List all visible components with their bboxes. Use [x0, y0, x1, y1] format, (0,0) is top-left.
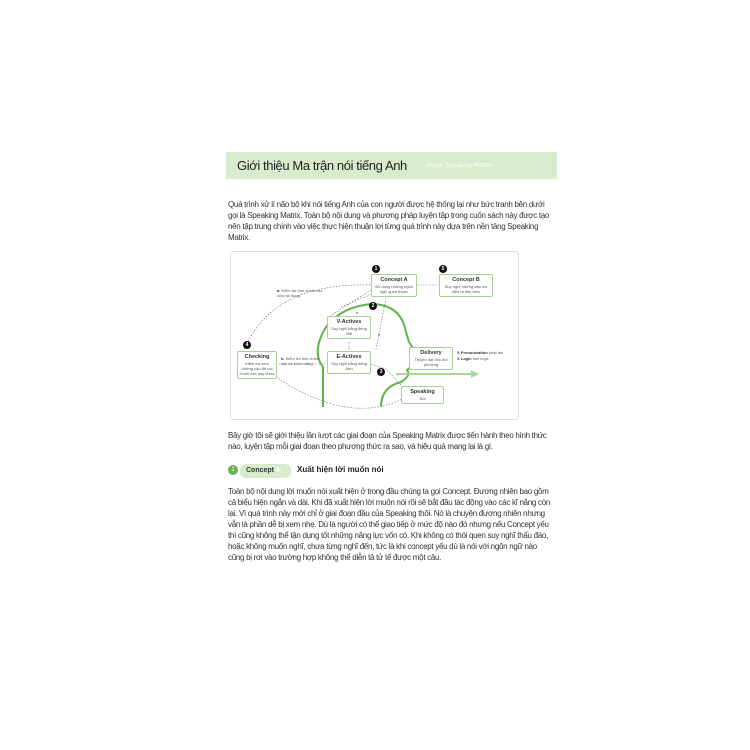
speaking-box — [401, 386, 444, 404]
checking-title: Checking — [244, 354, 270, 360]
pronunciation-vi: phát âm — [488, 350, 504, 355]
concept-a-title: Concept A — [380, 277, 408, 283]
logic-vi: tính logic — [472, 356, 489, 361]
checking-desc: Kiểm tra xem những câu đã nói chính xác hay chưa — [239, 361, 275, 376]
label-b-text: Kiểm tra tính chính xác về chức năng — [281, 356, 320, 366]
e-actives-desc: Suy nghĩ bằng tiếng Anh — [331, 361, 367, 371]
step-4-badge: 4 — [243, 341, 251, 349]
speaking-desc: Nói — [419, 396, 426, 401]
section-heading — [228, 464, 557, 478]
delivery-title: Delivery — [420, 350, 442, 356]
v-actives-desc: Suy nghĩ bằng tiếng Việt — [331, 326, 367, 336]
v-actives-box — [327, 316, 371, 339]
step-3-badge: 3 — [377, 368, 385, 376]
section-tag — [240, 464, 291, 478]
delivery-criteria-list — [457, 350, 515, 362]
delivery-box — [409, 347, 453, 370]
section-tag-letter: A — [275, 467, 281, 474]
concept-b-desc: Suy nghĩ những câu nói diễn ra tiếp theo — [444, 284, 488, 294]
v-actives-title: V-Actives — [336, 319, 362, 325]
e-actives-box — [327, 351, 371, 374]
step-5-badge: 5 — [439, 265, 447, 273]
speaking-matrix-diagram — [230, 251, 519, 420]
speaking-title: Speaking — [410, 389, 435, 395]
concept-paragraph: Toàn bộ nội dung lời muốn nói xuất hiện ở trong đầu chúng ta gọi Concept. Đương nhiên bao gồm cả biểu hiện ngắn và dài. Khi đã xuất hiện lời muốn nói rồi sẽ bắt đầu tác động vào các kĩ năng còn lại. Vì quá trình này mới chỉ ở giai đoạn đầu của Speaking thôi. Nó là chuyện đương nhiên nhưng vẫn là phần dễ bị xem nhẹ. Dù là người có thể giao tiếp ở mức độ nào đó nhưng nếu Concept yếu thì cũng không thể tận dụng tốt những năng lực vốn có. Khi không có thói quen suy nghĩ thấu đáo, hoặc không muốn nghĩ, chưa từng nghĩ đến, tức là khi concept yếu dù là nói với ngôn ngữ nào cũng bị rơi vào trường hợp không thể diễn tả tử tế được một câu. — [228, 487, 551, 562]
delivery-desc: Truyền đạt cho đối phương — [414, 357, 448, 367]
logic-label: X Logic — [457, 356, 472, 361]
label-a: a. — [277, 288, 281, 293]
second-paragraph: Bây giờ tôi sẽ giới thiệu lần lượt các giai đoạn của Speaking Matrix được tiến hành theo hình thức nào, luyện tập mỗi giai đoạn theo phương thức ra sao, và hiệu quả mang lại là gì. — [228, 431, 547, 451]
label-a-text: Kiểm tra tính chính xác của nội dung — [277, 288, 323, 298]
concept-a-desc: Sử dụng những ngôn ngữ quen thuộc — [374, 284, 414, 294]
page-title: Giới thiệu Ma trận nói tiếng Anh — [237, 158, 407, 173]
concept-b-box — [439, 274, 493, 297]
e-actives-title: E-Actives — [336, 354, 362, 360]
label-b: b. — [281, 356, 285, 361]
section-title: Xuất hiện lời muốn nói — [296, 465, 384, 474]
step-2-badge: 2 — [369, 302, 377, 310]
concept-a-box — [371, 274, 417, 297]
arrow-a-label: a — [356, 310, 359, 315]
section-number-badge: 1 — [228, 465, 238, 475]
pronunciation-label: X Pronunciation — [457, 350, 488, 355]
checking-box — [237, 351, 277, 379]
page-column — [226, 152, 557, 563]
intro-paragraph: Quá trình xử lí não bộ khi nói tiếng Anh của con người được hệ thống lại như bức tranh bên dưới gọi là Speaking Matrix. Toàn bộ nội dung và phương pháp luyện tập trong cuốn sách này được tạo nên tập trung chính vào việc thực hiện thuận lợi từng quá trình này dựa trên nền tảng Speaking Matrix. — [228, 200, 550, 242]
page-subtitle: About Speaking Matrix — [426, 162, 492, 169]
section-tag-label: Concept — [246, 467, 274, 474]
page-header — [226, 152, 557, 179]
step-1-badge: 1 — [372, 265, 380, 273]
arrow-b-label: b — [378, 332, 381, 337]
concept-b-title: Concept B — [452, 277, 480, 283]
